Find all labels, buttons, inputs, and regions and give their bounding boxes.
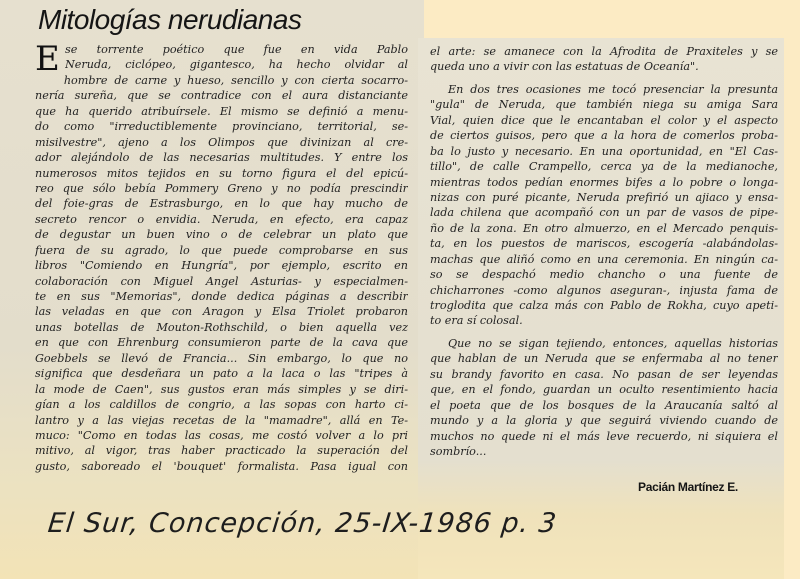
text-line: Goebbels se llevó de Francia... Sin embargo, lo que no [35, 351, 408, 365]
author-byline: Pacián Martínez E. [638, 480, 738, 494]
text-line: chicharrones -como algunos aseguran-, injusta fama de [430, 283, 778, 297]
text-line: unas botellas de Mouton-Rothschild, o bien aquella vez [35, 320, 408, 334]
text-line: en que con Ehrenburg consumieron parte de la cava que [35, 336, 408, 350]
text-line: En dos tres ocasiones me tocó presenciar la presunta [448, 82, 778, 96]
text-line: que ha querido atribuírsele. El mismo se definió a menu- [35, 104, 408, 118]
text-line: mitivo, al vigor, tras haber practicado la superación del [35, 444, 408, 458]
text-line: so se despachó medio chancho o una fuente de [430, 268, 778, 282]
text-line: el poeta que de los bosques de la Araucanía saltó al [430, 398, 778, 412]
text-line: gusto, saboreado el 'bouquet' formalista. Pasa igual con [35, 459, 408, 473]
text-line: reo que sólo bebía Pommery Greno y no podía prescindir [35, 181, 408, 195]
text-line: mundo y a la gloria y que seguirá viviendo cuando de [430, 414, 778, 428]
article-paragraph [430, 44, 778, 75]
paragraph-gap [430, 329, 778, 336]
text-line: tillo", de calle Crampello, cerca ya de la medianoche, [430, 160, 778, 174]
text-line: to era sí colosal. [430, 314, 523, 328]
text-line: gían a los caldillos de congrio, a las sopas con harto ci- [35, 398, 408, 412]
text-line: nizas con puré picante, Neruda prefirió un ajiaco y ensa- [430, 190, 778, 204]
text-line: las veladas en que con Aragon y Elsa Triolet probaron [35, 305, 408, 319]
text-line: significa que desdeñara un pato a la laca o las "tripes à [35, 367, 408, 381]
article-title: Mitologías nerudianas [38, 4, 302, 35]
article-paragraph [430, 82, 778, 329]
article-paragraph [430, 336, 778, 460]
text-line: queda uno a vivir con las estatuas de Oceanía". [430, 60, 699, 74]
text-line: colaboración con Miguel Angel Asturias- y especialmen- [35, 274, 408, 288]
article-column-left [35, 39, 408, 474]
text-line: nería sureña, que se contradice con el aura distanciante [35, 89, 408, 103]
text-line: secreto rencor o envidia. Neruda, en efecto, era capaz [35, 212, 408, 226]
text-line: Neruda, ciclópeo, gigantesco, ha hecho olvidar al [65, 58, 408, 72]
text-line: muco: "Como en todas las cosas, me costó volver a lo pri [35, 428, 408, 442]
text-line: lantro y a las viejas recetas de la "mamadre", allá en Te- [35, 413, 408, 427]
text-line: troglodita que calza más con Pablo de Rokha, cuyo apeti- [430, 299, 778, 312]
text-line: que hablan de un Neruda que se enfermaba al no tener [430, 352, 778, 366]
text-line: que, en el fondo, guardan un oculto resentimiento hacia [430, 383, 778, 397]
text-line: numerosos mitos tejidos en su torno figura el del epicú- [35, 166, 408, 180]
text-line: hombre de carne y hueso, sencillo y con cierta socarro- [63, 73, 408, 87]
drop-cap: E [35, 39, 60, 79]
text-line: del foie-gras de Estrasburgo, en lo que hay mucho de [35, 197, 408, 211]
text-line: su brandy favorito en casa. No pasan de ser leyendas [430, 367, 778, 381]
text-line: do como "irreductiblemente provinciano, territorial, se- [35, 120, 408, 134]
text-line: "gula" de Neruda, que también niega su amiga Sara [430, 98, 778, 112]
text-line: de ciertos guisos, pero que a la hora de comerlos proba- [430, 129, 778, 143]
text-line: se torrente poético que fue en vida Pablo [65, 43, 408, 56]
text-line: ño de la zona. En otro almuerzo, en el Mercado penquis- [430, 221, 778, 235]
handwritten-source-note: El Sur, Concepción, 25-IX-1986 p. 3 [46, 508, 559, 539]
text-line: ta, en los puestos de mariscos, escogería -alabándolas- [430, 237, 778, 251]
text-line: muchos no quede ni el más leve recuerdo, ni siquiera el [430, 429, 778, 443]
article-column-right [430, 44, 778, 459]
text-line: de degustar un buen vino o de celebrar un plato que [35, 228, 408, 242]
text-line: Que no se sigan tejiendo, entonces, aquellas historias [448, 336, 778, 350]
text-line: ba lo justo y necesario. En una oportunidad, en "El Cas- [430, 144, 778, 158]
paragraph-gap [430, 75, 778, 82]
text-line: fuera de su agrado, lo que puede comprobarse en sus [35, 243, 408, 257]
text-line: machas que aliñó como en una ceremonia. En ningún ca- [430, 252, 778, 266]
text-line: sombrío... [430, 444, 487, 458]
text-line: libros "Comiendo en Hungría", por ejemplo, escrito en [35, 259, 408, 273]
text-line: el arte: se amanece con la Afrodita de Praxiteles y se [430, 45, 778, 58]
text-line: lada chilena que acompañó con un par de vasos de pipe- [430, 206, 778, 220]
text-line: Vial, quien dice que le encantaban el color y el aspecto [430, 113, 778, 127]
text-line: misilvestre", ajeno a los Olimpos que divinizan al cre- [35, 135, 408, 149]
text-line: la mode de Caen", sus gustos eran más simples y se diri- [35, 382, 408, 396]
text-line: te en sus "Memorias", donde dedica páginas a describir [35, 290, 408, 303]
text-line: mientras todos pedían enormes bifes a lo pobre o longa- [430, 175, 778, 189]
text-line: ador alejándolo de las necesarias multitudes. Y entre los [35, 151, 408, 165]
